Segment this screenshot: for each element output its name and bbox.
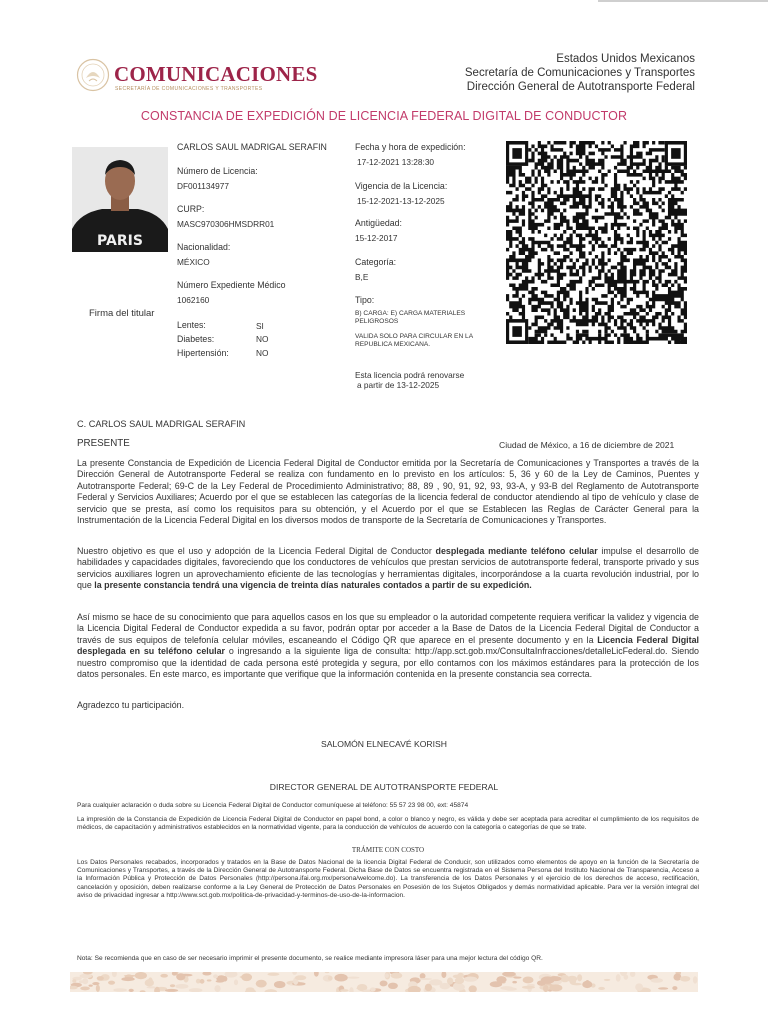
issuer-directorate: Dirección General de Autotransporte Federal bbox=[466, 81, 695, 93]
objective-bold-2: la presente constancia tendrá una vigencia de treinta días naturales contados a partir de su expedición. bbox=[94, 580, 532, 591]
logo-subtitle: SECRETARÍA DE COMUNICACIONES Y TRANSPORTES bbox=[115, 86, 263, 92]
lentes-label: Lentes: bbox=[177, 320, 206, 330]
renewal-note-line1: Esta licencia podrá renovarse bbox=[355, 370, 465, 380]
verification-qr-code[interactable] bbox=[506, 141, 687, 344]
license-number-value: DF001134977 bbox=[177, 181, 229, 191]
shirt-print-text: PARIS bbox=[97, 233, 143, 249]
objective-text-1: Nuestro objetivo es que el uso y adopción de la Licencia Federal Digital de Conductor bbox=[77, 546, 436, 556]
category-value: B,E bbox=[355, 272, 369, 282]
seniority-label: Antigüedad: bbox=[355, 218, 402, 228]
presente-line: PRESENTE bbox=[77, 438, 130, 449]
seniority-value: 15-12-2017 bbox=[355, 233, 398, 243]
medical-file-label: Número Expediente Médico bbox=[177, 280, 286, 290]
type-value: B) CARGA: E) CARGA MATERIALES PELIGROSOS bbox=[355, 310, 466, 325]
verification-text-1: Así mismo se hace de su conocimiento que para aquellos casos en los que su empleador o la autoridad competente requiera verificar la validez y vigencia de la Licencia Digital Federal de Conductor expedida a su favor, podrán optar por acceder a la Base de Datos de la Licencia Federal Digital de Conductor a través de sus equipos de telefonía celular móviles, escaneando el Código QR que aparece en el presente documento y en la bbox=[77, 612, 699, 645]
document-title: CONSTANCIA DE EXPEDICIÓN DE LICENCIA FEDERAL DIGITAL DE CONDUCTOR bbox=[140, 109, 628, 123]
logo-title: COMUNICACIONES bbox=[114, 62, 318, 86]
category-label: Categoría: bbox=[355, 257, 397, 267]
hypertension-label: Hipertensión: bbox=[177, 348, 229, 358]
paragraph-objective bbox=[77, 546, 699, 592]
top-edge-line bbox=[598, 0, 768, 2]
issue-date-label: Fecha y hora de expedición: bbox=[355, 142, 466, 152]
nationality-label: Nacionalidad: bbox=[177, 242, 231, 252]
issuer-ministry: Secretaría de Comunicaciones y Transportes bbox=[464, 67, 695, 79]
lentes-value: SI bbox=[256, 321, 264, 331]
qr-finder-top-right bbox=[665, 141, 687, 166]
signature-label: Firma del titular bbox=[89, 308, 155, 319]
diabetes-value: NO bbox=[256, 334, 269, 344]
curp-label: CURP: bbox=[177, 204, 205, 214]
holder-name: CARLOS SAUL MADRIGAL SERAFIN bbox=[177, 142, 327, 152]
printing-validity-note: La impresión de la Constancia de Expedición de Licencia Federal Digital de Conductor en papel bond, a color o blanco y negro, es válida y debe ser aceptada para acreditar el cumplimiento de los requisitos de médicos, de capacitación y administrativos establecidos en la normatividad vigente, para la conducción de vehículos de acuerdo con la categoría o categorías de que se trate. bbox=[77, 816, 699, 832]
issue-date-value: 17-12-2021 13:28:30 bbox=[357, 157, 435, 167]
contact-note: Para cualquier aclaración o duda sobre su Licencia Federal Digital de Conductor comuníquese al teléfono: 55 57 23 98 00, ext: 45874 bbox=[77, 802, 469, 809]
recipient-line: C. CARLOS SAUL MADRIGAL SERAFIN bbox=[77, 419, 246, 429]
diabetes-label: Diabetes: bbox=[177, 334, 215, 344]
thanks-line: Agradezco tu participación. bbox=[77, 700, 185, 710]
validity-scope-note: VALIDA SOLO PARA CIRCULAR EN LA REPUBLICA MEXICANA. bbox=[355, 333, 473, 348]
paragraph-legal-basis: La presente Constancia de Expedición de Licencia Federal Digital de Conductor emitida por la Secretaría de Comunicaciones y Transportes a través de la Dirección General de Autotransporte Federal se realiza con fundamento en lo previsto en los artículos: 5, 36 y 60 de la Ley de Caminos, Puentes y Autotransporte Federal; 69-C de la Ley Federal de Procedimiento Administrativo; 88, 89 , 90, 91, 92, 93, 93-A, y 93-B del Reglamento de Autotransporte Federal y Servicios Auxiliares; Acuerdo por el que se establecen las categorías de la licencia federal de conductor atendiendo al tipo de vehículo y clase de servicio que se presta, así como los requisitos para su obtención, y el Acuerdo por el que se Establecen las Reglas de Carácter General para la Instrumentación de la Licencia Federal Digital en los diversos modos de transporte de la Secretaría de Comunicaciones y Transportes. bbox=[77, 458, 699, 526]
renewal-note-line2: a partir de 13-12-2025 bbox=[357, 380, 440, 390]
signer-title: DIRECTOR GENERAL DE AUTOTRANSPORTE FEDERAL bbox=[269, 782, 499, 792]
issuer-block bbox=[465, 52, 695, 94]
place-date-line: Ciudad de México, a 16 de diciembre de 2021 bbox=[499, 440, 675, 450]
privacy-notice: Los Datos Personales recabados, incorporados y tratados en la Base de Datos Nacional de la licencia Digital Federal de Conducir, son utilizados como elementos de apoyo en la función de la Secretaría de Comunicaciones y Transportes, a través de la Dirección General de Autotransporte Federal. Dicha Base de Datos se encuentra registrada en el Sistema Persona del Instituto Nacional de Transparencia, Acceso a la Información Pública y Protección de Datos Personales (http://persona.ifai.org.mx/persona/welcome.do). La transferencia de los Datos Personales y el ejercicio de los derechos de acceso, rectificación, cancelación y oposición, deben realizarse conforme a la Ley General de Protección de Datos Personales en Posesión de los Sujetos Obligados y demás normatividad aplicable. Para ver la versión integral del aviso de privacidad ingresar a http://www.sct.gob.mx/politica-de-privacidad-y-terminos-de-uso-de-la-informacion. bbox=[77, 859, 699, 899]
fee-notice: TRÁMITE CON COSTO bbox=[351, 846, 425, 854]
paragraph-verification bbox=[77, 612, 699, 680]
hypertension-value: NO bbox=[256, 348, 269, 358]
verification-text-2: o ingresando a la siguiente liga de consulta: http://app.sct.gob.mx/ConsultaInfracciones/detalleLicFederal.do. Siendo nuestro compromiso que la identidad de cada persona esté protegida y segura, por ello contamos con los máximos estándares para la protección de los datos personales. En este marco, es importante que verifique que la información contenida en la presente constancia sea correcta. bbox=[77, 646, 699, 680]
signer-name: SALOMÓN ELNECAVÉ KORISH bbox=[321, 739, 447, 749]
validity-label: Vigencia de la Licencia: bbox=[355, 181, 448, 191]
print-recommendation-note: Nota: Se recomienda que en caso de ser necesario imprimir el presente documento, se realice mediante impresora láser para una mejor lectura del código QR. bbox=[77, 955, 543, 962]
decorative-footer-band bbox=[70, 972, 698, 992]
qr-finder-bottom-left bbox=[506, 319, 528, 344]
sct-logo bbox=[76, 58, 316, 98]
validity-value: 15-12-2021-13-12-2025 bbox=[357, 196, 445, 206]
eagle-emblem-icon bbox=[76, 58, 110, 92]
type-label: Tipo: bbox=[355, 295, 375, 305]
issuer-country: Estados Unidos Mexicanos bbox=[556, 53, 695, 65]
nationality-value: MÉXICO bbox=[177, 257, 210, 267]
objective-text-2: impulse el desarrollo de habilidades y capacidades digitales, favoreciendo que los conductores de vehículos que prestan servicios de autotransporte federal, transporte privado y sus servicios auxiliares logren un aprovechamiento eficiente de las tecnologías y herramientas digitales, incorporándose a la cuarta revolución industrial, por lo que bbox=[77, 546, 699, 591]
verification-bold: Licencia Federal Digital desplegada en su teléfono celular bbox=[77, 634, 699, 657]
curp-value: MASC970306HMSDRR01 bbox=[177, 219, 275, 229]
objective-bold-1: desplegada mediante teléfono celular bbox=[435, 546, 598, 556]
medical-file-value: 1062160 bbox=[177, 295, 210, 305]
license-number-label: Número de Licencia: bbox=[177, 166, 258, 176]
holder-photo bbox=[72, 147, 168, 252]
qr-finder-top-left bbox=[506, 141, 528, 166]
